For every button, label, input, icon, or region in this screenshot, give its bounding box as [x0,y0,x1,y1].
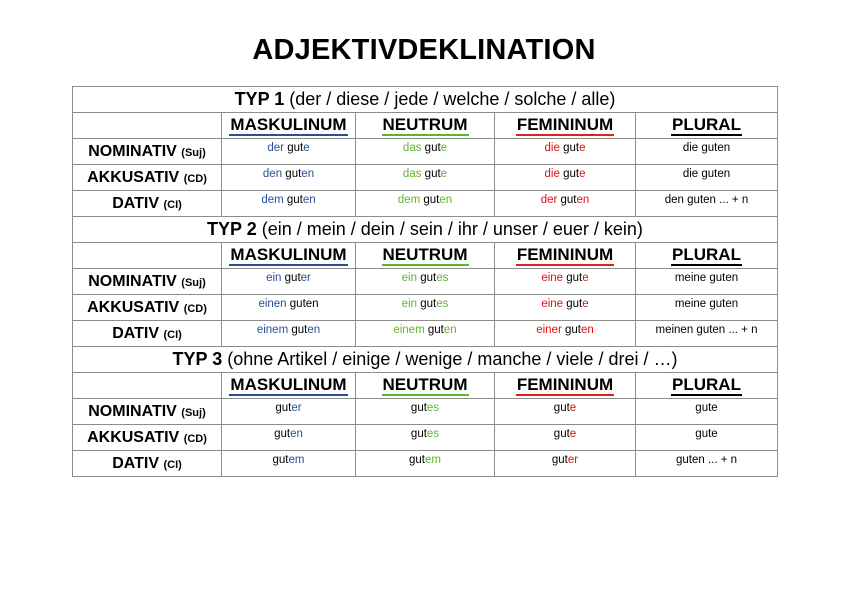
declension-form [411,428,439,440]
declension-form [261,194,315,206]
article: ein [401,271,421,284]
declension-cell [495,165,636,191]
case-row [73,399,778,425]
declension-cell [356,321,495,347]
article: die [544,167,564,180]
adjective-stem: gut [563,141,580,154]
declension-cell [636,451,778,477]
gender-header-cell [222,373,356,399]
type-description: (der / diese / jede / welche / solche / alle) [284,89,616,109]
declension-cell [636,165,778,191]
adjective-ending: en [302,193,316,206]
adjective-ending: en [301,167,315,180]
article: den [262,167,286,180]
adjective-ending: en [576,193,590,206]
case-label-cell [73,425,222,451]
adjective-stem: guten ... + n [687,193,749,206]
adjective-stem: gut [551,453,568,466]
adjective-stem: guten ... + n [696,323,758,336]
case-name: NOMINATIV [88,142,177,160]
adjective-stem: gut [553,427,570,440]
type-row [73,87,778,113]
adjective-ending: e [440,141,448,154]
case-name: DATIV [112,194,160,212]
adjective-ending: es [436,297,449,310]
article: meine [674,297,710,310]
gender-header-cell [222,243,356,269]
empty-corner-cell [73,373,222,399]
case-row [73,321,778,347]
declension-cell [356,295,495,321]
declension-form [536,324,594,336]
adjective-stem: guten [709,297,739,310]
declension-cell [222,321,356,347]
case-label-cell [73,269,222,295]
gender-header-row [73,243,778,269]
case-function: (CD) [183,172,207,185]
declension-form [398,194,452,206]
declension-form [656,324,758,336]
adjective-ending: em [425,453,441,466]
declension-cell [222,399,356,425]
declension-cell [222,191,356,217]
case-row [73,191,778,217]
header-neut: NEUTRUM [382,375,468,394]
article: einem [256,323,292,336]
gender-header-cell [356,113,495,139]
declension-cell [636,321,778,347]
article: einem [393,323,428,336]
article: einen [258,297,290,310]
header-masc: MASKULINUM [230,115,347,134]
declension-form [402,298,449,310]
declension-form [541,194,590,206]
adjective-stem: gut [560,193,577,206]
header-fem: FEMININUM [516,245,614,264]
declension-cell [356,269,495,295]
declension-form [541,298,588,310]
article: ein [266,271,285,284]
declension-cell [222,269,356,295]
declension-cell [495,191,636,217]
header-masc: MASKULINUM [230,245,347,264]
type-description: (ein / mein / dein / sein / ihr / unser / euer / kein) [256,219,643,239]
adjective-stem: gut [285,167,302,180]
adjective-ending: e [582,271,589,284]
case-function: (Suj) [181,406,206,419]
adjective-ending: e [579,167,586,180]
article: der [267,141,288,154]
declension-form [676,454,737,466]
adjective-stem: gut [424,141,441,154]
declension-cell [495,295,636,321]
declension-form [675,298,738,310]
declension-form [402,272,449,284]
type-row [73,217,778,243]
case-name: AKKUSATIV [87,428,180,446]
declension-cell [222,139,356,165]
empty-corner-cell [73,113,222,139]
adjective-stem: gut [410,401,427,414]
adjective-stem: gut [420,297,437,310]
case-function: (CD) [183,302,207,315]
case-function: (Suj) [181,276,206,289]
adjective-ending: er [567,453,579,466]
adjective-ending: er [300,271,311,284]
declension-form [266,272,311,284]
declension-cell [495,269,636,295]
adjective-stem: gut [286,193,303,206]
type-heading [73,217,778,243]
adjective-ending: en [290,427,303,440]
gender-header-cell [636,373,778,399]
gender-header-cell [495,373,636,399]
case-row [73,139,778,165]
article: ein [401,297,421,310]
declension-form [665,194,748,206]
declension-cell [495,425,636,451]
declension-cell [495,321,636,347]
case-row [73,269,778,295]
adjective-stem: gut [424,167,441,180]
declension-form [545,168,586,180]
adjective-stem: guten [289,297,319,310]
declension-cell [495,139,636,165]
declension-form [273,454,305,466]
adjective-ending: en [580,323,594,336]
case-function: (CI) [163,458,182,471]
adjective-stem: gut [563,167,580,180]
declension-form [275,402,301,414]
declension-cell [222,425,356,451]
declension-form [274,428,303,440]
gender-header-cell [495,243,636,269]
adjective-ending: es [436,271,449,284]
case-function: (CD) [183,432,207,445]
gender-header-row [73,113,778,139]
declension-cell [356,425,495,451]
type-row [73,347,778,373]
adjective-stem: gut [272,453,289,466]
adjective-stem: guten [701,167,731,180]
type-label: TYP 1 [234,89,285,109]
adjective-stem: gut [564,323,581,336]
declension-form [695,402,717,414]
article: einer [536,323,565,336]
adjective-stem: gut [410,427,427,440]
case-row [73,451,778,477]
adjective-ending: e [569,401,577,414]
declension-form [409,454,441,466]
adjective-ending: es [426,427,440,440]
case-name: DATIV [112,454,160,472]
case-row [73,165,778,191]
adjective-stem: gut [291,323,308,336]
case-label-cell [73,399,222,425]
gender-header-cell [356,373,495,399]
header-plur: PLURAL [672,375,741,394]
adjective-stem: gut [427,323,444,336]
gender-header-cell [222,113,356,139]
declension-cell [356,165,495,191]
declension-form [263,168,314,180]
adjective-ending: e [582,297,589,310]
declension-form [258,298,318,310]
case-function: (Suj) [181,146,206,159]
gender-header-cell [356,243,495,269]
adjective-ending: e [440,167,448,180]
adjective-stem: gut [566,271,583,284]
declension-form [403,142,447,154]
header-fem: FEMININUM [516,375,614,394]
adjective-stem: gut [287,141,304,154]
gender-header-row [73,373,778,399]
adjective-ending: er [291,401,302,414]
adjective-stem: gut [566,297,583,310]
adjective-stem: gut [423,193,440,206]
type-heading [73,87,778,113]
adjective-ending: e [569,427,577,440]
case-name: AKKUSATIV [87,298,180,316]
declension-form [683,142,730,154]
declension-cell [495,451,636,477]
declension-cell [636,139,778,165]
gender-header-cell [636,113,778,139]
article: die [682,141,702,154]
declension-cell [636,425,778,451]
declension-form [541,272,588,284]
gender-header-cell [495,113,636,139]
article: das [402,141,425,154]
article: das [402,167,425,180]
declension-form [695,428,717,440]
case-row [73,425,778,451]
article: dem [397,193,424,206]
case-function: (CI) [163,328,182,341]
declension-form [554,402,576,414]
declension-cell [636,295,778,321]
declension-cell [356,451,495,477]
article: eine [541,271,567,284]
case-label-cell [73,139,222,165]
declension-cell [356,191,495,217]
case-name: DATIV [112,324,160,342]
adjective-stem: gute [695,401,718,414]
type-label: TYP 2 [207,219,257,239]
case-label-cell [73,191,222,217]
declension-cell [222,165,356,191]
declension-form [545,142,586,154]
adjective-ending: em [288,453,305,466]
type-heading [73,347,778,373]
adjective-ending: e [303,141,310,154]
article: eine [541,297,567,310]
type-label: TYP 3 [172,349,223,369]
adjective-stem: gut [553,401,570,414]
header-neut: NEUTRUM [382,245,468,264]
header-fem: FEMININUM [516,115,614,134]
adjective-stem: gut [409,453,425,466]
type-description: (ohne Artikel / einige / wenige / manche / viele / drei / …) [222,349,678,369]
article: die [682,167,702,180]
article: der [540,193,561,206]
adjective-ending: en [439,193,453,206]
declension-cell [636,399,778,425]
case-label-cell [73,165,222,191]
case-label-cell [73,295,222,321]
case-function: (CI) [163,198,182,211]
case-name: NOMINATIV [88,272,177,290]
adjective-stem: guten [701,141,731,154]
adjective-ending: en [307,323,321,336]
article: dem [261,193,287,206]
gender-header-cell [636,243,778,269]
declension-form [683,168,730,180]
header-plur: PLURAL [672,115,741,134]
case-label-cell [73,451,222,477]
adjective-ending: es [426,401,440,414]
declension-cell [356,139,495,165]
declension-cell [495,399,636,425]
declension-form [675,272,738,284]
adjective-stem: gut [275,401,292,414]
article: meine [674,271,710,284]
page-title: ADJEKTIVDEKLINATION [252,34,596,66]
declension-cell [222,451,356,477]
declension-form [267,142,309,154]
declension-form [257,324,320,336]
declension-cell [356,399,495,425]
adjective-ending: en [443,323,457,336]
declension-cell [636,269,778,295]
adjective-stem: gut [420,271,437,284]
header-neut: NEUTRUM [382,115,468,134]
case-name: NOMINATIV [88,402,177,420]
adjective-ending: e [579,141,586,154]
case-name: AKKUSATIV [87,168,180,186]
declension-form [393,324,456,336]
declension-form [403,168,447,180]
adjective-stem: guten [709,271,739,284]
case-row [73,295,778,321]
declension-cell [636,191,778,217]
declension-form [554,428,576,440]
header-masc: MASKULINUM [230,375,347,394]
article: die [544,141,564,154]
case-label-cell [73,321,222,347]
adjective-stem: gute [695,427,718,440]
empty-corner-cell [73,243,222,269]
adjective-stem: gut [284,271,301,284]
article: meinen [655,323,697,336]
declension-form [552,454,578,466]
adjective-stem: gut [274,427,291,440]
article: den [664,193,688,206]
declension-cell [222,295,356,321]
declension-table [72,86,778,477]
header-plur: PLURAL [672,245,741,264]
declension-form [411,402,439,414]
adjective-stem: guten ... + n [675,453,738,466]
